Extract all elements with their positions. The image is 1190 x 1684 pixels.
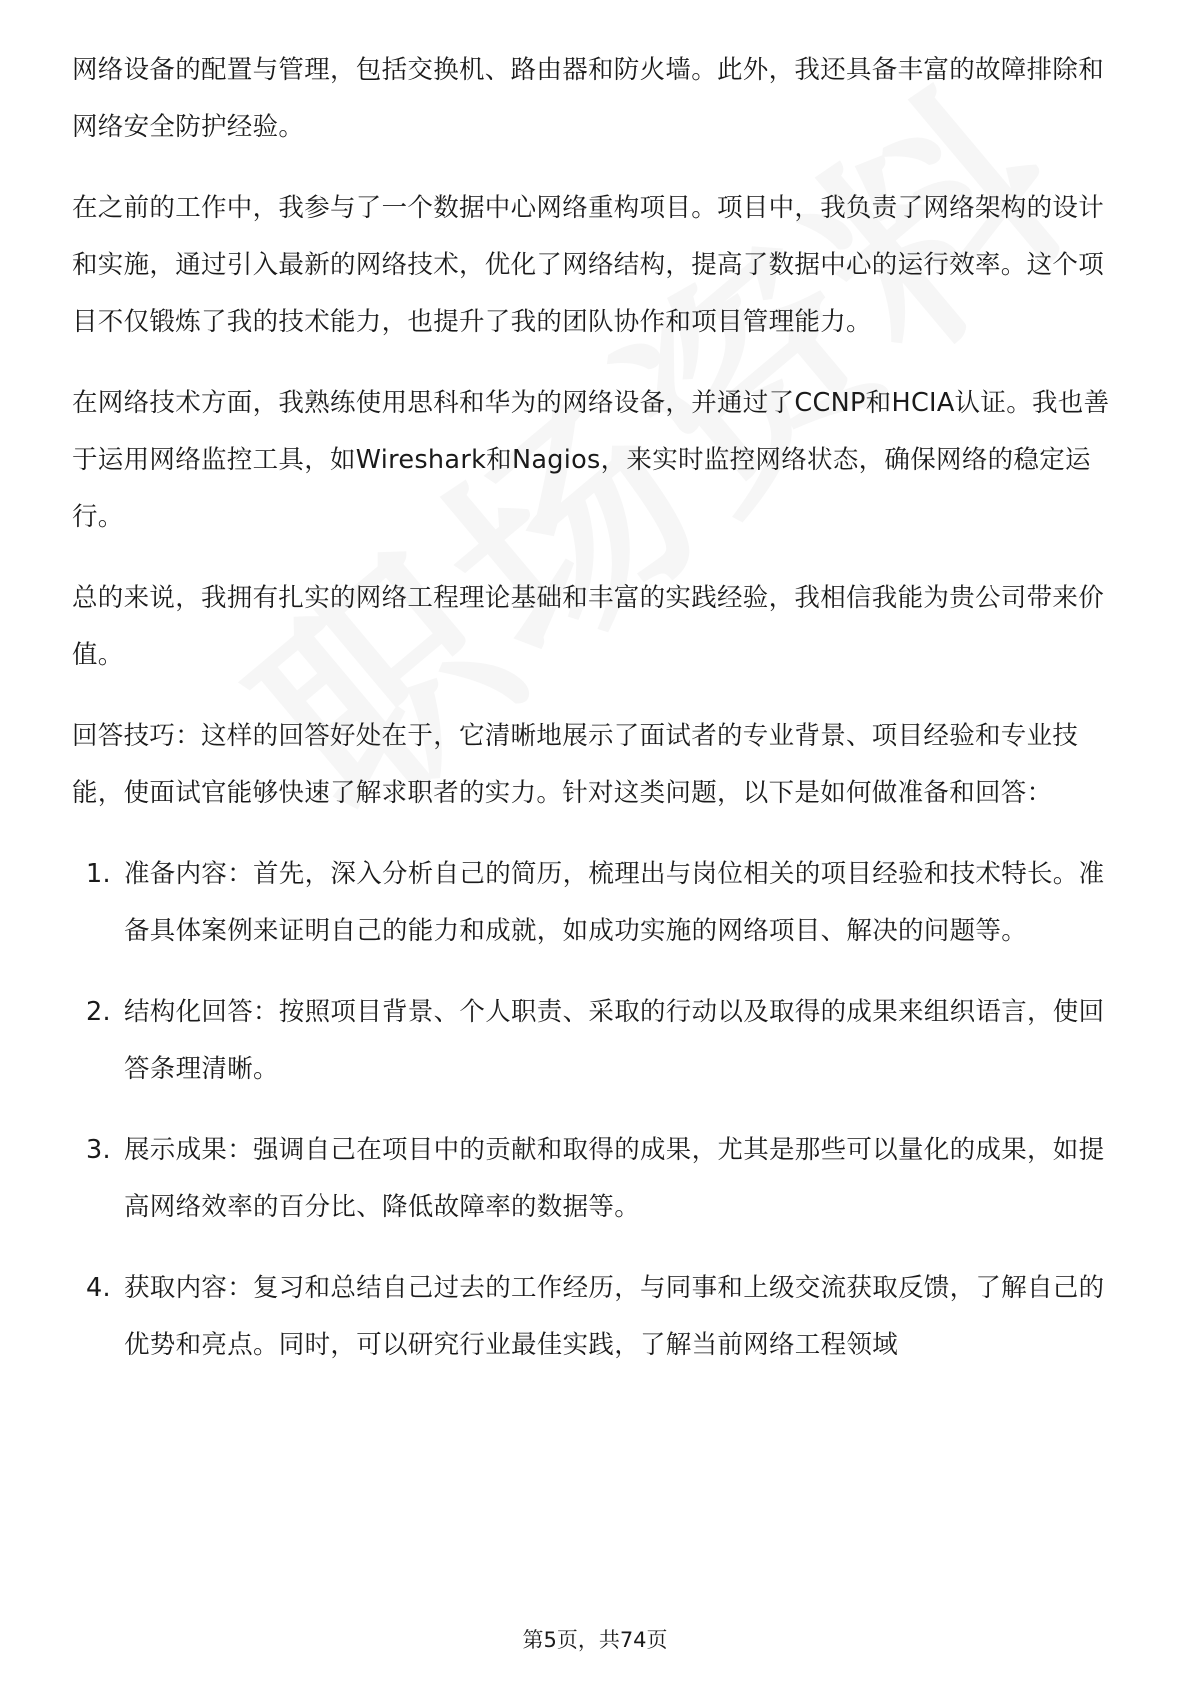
list-item-text: 获取内容：复习和总结自己过去的工作经历，与同事和上级交流获取反馈，了解自己的优势和亮点。同时，可以研究行业最佳实践，了解当前网络工程领域 — [124, 1273, 1105, 1360]
paragraph: 总的来说，我拥有扎实的网络工程理论基础和丰富的实践经验，我相信我能为贵公司带来价值。 — [72, 583, 1105, 670]
list-item-number: 2. — [86, 997, 111, 1027]
paragraph: 回答技巧：这样的回答好处在于，它清晰地展示了面试者的专业背景、项目经验和专业技能，使面试官能够快速了解求职者的实力。针对这类问题，以下是如何做准备和回答： — [72, 721, 1079, 808]
list-item-text: 准备内容：首先，深入分析自己的简历，梳理出与岗位相关的项目经验和技术特长。准备具体案例来证明自己的能力和成就，如成功实施的网络项目、解决的问题等。 — [124, 859, 1105, 946]
list-item — [72, 984, 1122, 1098]
document-body — [72, 42, 1122, 1398]
list-item — [72, 1122, 1122, 1236]
list-item-text: 结构化回答：按照项目背景、个人职责、采取的行动以及取得的成果来组织语言，使回答条理清晰。 — [124, 997, 1105, 1084]
list-item-text: 展示成果：强调自己在项目中的贡献和取得的成果，尤其是那些可以量化的成果，如提高网络效率的百分比、降低故障率的数据等。 — [124, 1135, 1105, 1222]
paragraph: 网络设备的配置与管理，包括交换机、路由器和防火墙。此外，我还具备丰富的故障排除和网络安全防护经验。 — [72, 55, 1105, 142]
paragraph: 在网络技术方面，我熟练使用思科和华为的网络设备，并通过了CCNP和HCIA认证。我也善于运用网络监控工具，如Wireshark和Nagios，来实时监控网络状态，确保网络的稳定运行。 — [72, 388, 1110, 532]
list-item-number: 3. — [86, 1135, 111, 1165]
tips-list — [72, 846, 1122, 1374]
list-item-number: 1. — [86, 859, 111, 889]
paragraph: 在之前的工作中，我参与了一个数据中心网络重构项目。项目中，我负责了网络架构的设计和实施，通过引入最新的网络技术，优化了网络结构，提高了数据中心的运行效率。这个项目不仅锻炼了我的技术能力，也提升了我的团队协作和项目管理能力。 — [72, 193, 1105, 337]
list-item-number: 4. — [86, 1273, 111, 1303]
page-number: 第5页，共74页 — [522, 1628, 668, 1652]
list-item — [72, 846, 1122, 960]
list-item — [72, 1260, 1122, 1374]
